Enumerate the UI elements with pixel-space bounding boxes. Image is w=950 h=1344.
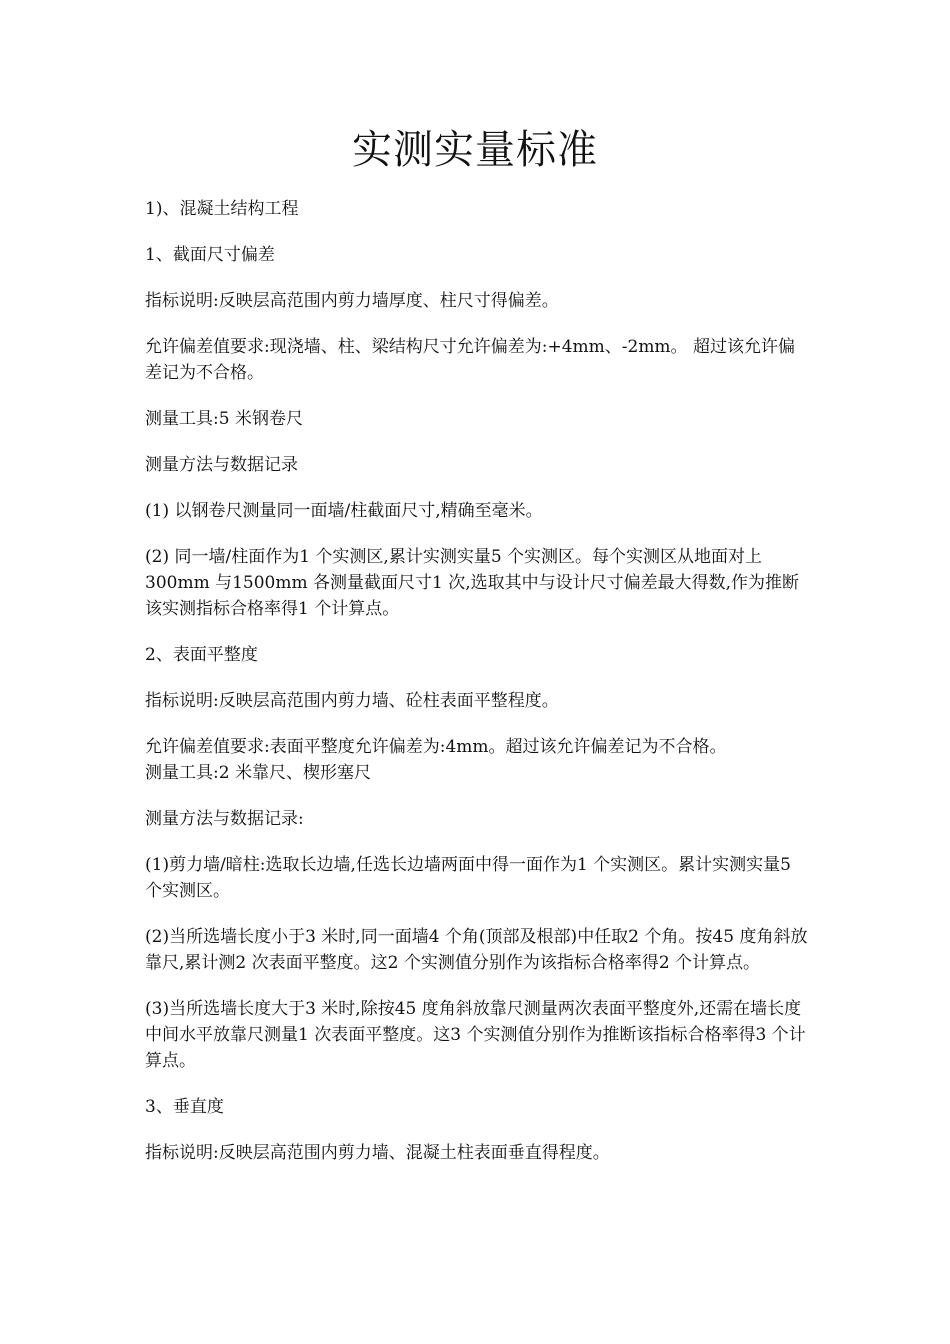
- paragraph: 指标说明:反映层高范围内剪力墙厚度、柱尺寸得偏差。: [145, 291, 559, 311]
- list-item: (2) 同一墙/柱面作为1 个实测区,累计实测实量5 个实测区。每个实测区从地面对上300mm 与1500mm 各测量截面尺寸1 次,选取其中与设计尺寸偏差最大得数,作为推断该实测指标合格率得1 个计算点。: [145, 547, 800, 619]
- paragraph: 测量方法与数据记录: [145, 455, 298, 475]
- subsection-heading: 3、垂直度: [145, 1097, 224, 1117]
- list-item: (3)当所选墙长度大于3 米时,除按45 度角斜放靠尺测量两次表面平整度外,还需在墙长度中间水平放靠尺测量1 次表面平整度。这3 个实测值分别作为推断该指标合格率得3 个计算点。: [145, 999, 806, 1071]
- paragraph: 测量工具:2 米靠尺、楔形塞尺: [145, 763, 371, 783]
- list-item: (2)当所选墙长度小于3 米时,同一面墙4 个角(顶部及根部)中任取2 个角。按45 度角斜放靠尺,累计测2 次表面平整度。这2 个实测值分别作为该指标合格率得2 个计算点。: [145, 927, 808, 973]
- paragraph: 指标说明:反映层高范围内剪力墙、砼柱表面平整程度。: [145, 691, 559, 711]
- subsection-heading: 1、截面尺寸偏差: [145, 245, 275, 265]
- paragraph: 允许偏差值要求:表面平整度允许偏差为:4mm。超过该允许偏差记为不合格。: [145, 737, 727, 757]
- paragraph: 测量工具:5 米钢卷尺: [145, 409, 303, 429]
- paragraph: 允许偏差值要求:现浇墙、柱、梁结构尺寸允许偏差为:+4mm、-2mm。 超过该允许偏差记为不合格。: [145, 337, 795, 383]
- subsection-heading: 2、表面平整度: [145, 645, 258, 665]
- document-body: [145, 196, 810, 1186]
- list-item: (1) 以钢卷尺测量同一面墙/柱截面尺寸,精确至毫米。: [145, 501, 543, 521]
- paragraph: 指标说明:反映层高范围内剪力墙、混凝土柱表面垂直得程度。: [145, 1143, 610, 1163]
- document-title: 实测实量标准: [352, 127, 598, 173]
- paragraph: 测量方法与数据记录:: [145, 809, 304, 829]
- section-heading: 1)、混凝土结构工程: [145, 199, 299, 219]
- list-item: (1)剪力墙/暗柱:选取长边墙,任选长边墙两面中得一面作为1 个实测区。累计实测实量5 个实测区。: [145, 855, 791, 901]
